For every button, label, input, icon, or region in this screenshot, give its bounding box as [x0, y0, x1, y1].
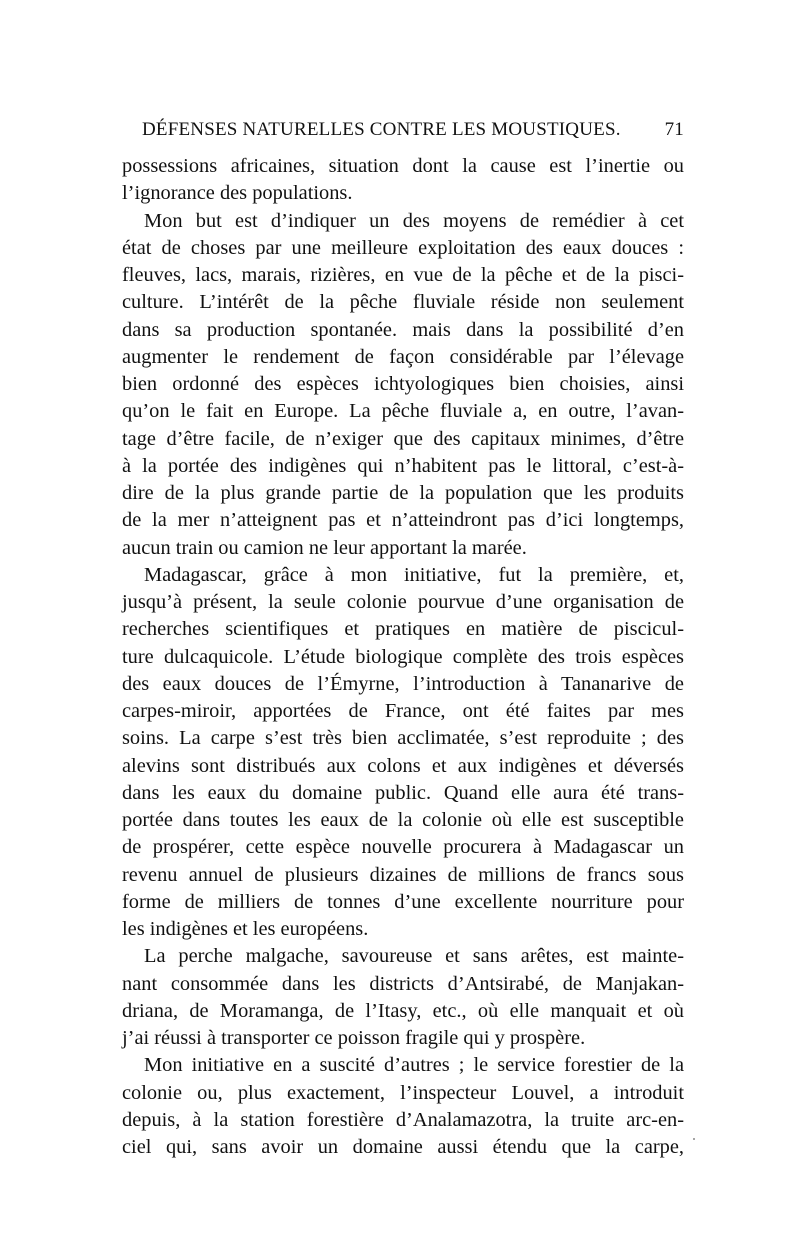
text-line: qu’on le fait en Europe. La pêche fluviale a, en outre, l’avan- — [122, 400, 684, 423]
text-line: forme de milliers de tonnes d’une excellente nourriture pour — [122, 890, 684, 913]
text-line: de prospérer, cette espèce nouvelle procurera à Madagascar un — [122, 836, 684, 859]
text-line: dire de la plus grande partie de la population que les produits — [122, 482, 684, 504]
text-line: aucun train ou camion ne leur apportant la marée. — [122, 536, 527, 559]
text-line: des eaux douces de l’Émyrne, l’introduction à Tananarive de — [122, 672, 684, 695]
text-line: colonie ou, plus exactement, l’inspecteur Louvel, a introduit — [122, 1081, 684, 1104]
text-line: alevins sont distribués aux colons et aux indigènes et déversés — [122, 754, 684, 777]
text-line: l’ignorance des populations. — [122, 182, 353, 205]
body-text — [122, 153, 684, 1161]
text-line: de la mer n’atteignent pas et n’atteindront pas d’ici longtemps, — [122, 509, 684, 532]
text-line: dans les eaux du domaine public. Quand elle aura été trans- — [122, 781, 684, 804]
running-header — [122, 119, 684, 143]
text-line: La perche malgache, savoureuse et sans arêtes, est mainte- — [144, 945, 684, 968]
text-line: Mon initiative en a suscité d’autres ; le service forestier de la — [144, 1054, 684, 1077]
text-line: possessions africaines, situation dont la cause est l’inertie ou — [122, 155, 684, 177]
text-line: les indigènes et les européens. — [122, 918, 369, 940]
text-line: driana, de Moramanga, de l’Itasy, etc., où elle manquait et où — [122, 999, 684, 1022]
text-line: tage d’être facile, de n’exiger que des capitaux minimes, d’être — [122, 427, 684, 450]
text-line: Madagascar, grâce à mon initiative, fut la première, et, — [144, 563, 684, 586]
text-line: ciel qui, sans avoir un domaine aussi étendu que la carpe, — [122, 1136, 684, 1158]
page-number: 71 — [664, 119, 684, 140]
text-line: culture. L’intérêt de la pêche fluviale réside non seulement — [122, 291, 684, 314]
text-line: portée dans toutes les eaux de la colonie où elle est susceptible — [122, 809, 684, 831]
text-line: bien ordonné des espèces ichtyologiques bien choisies, ainsi — [122, 373, 684, 395]
text-line: dans sa production spontanée. mais dans la possibilité d’en — [122, 318, 684, 341]
text-line: soins. La carpe s’est très bien acclimatée, s’est reproduite ; des — [122, 727, 684, 750]
text-line: depuis, à la station forestière d’Analamazotra, la truite arc-en- — [122, 1108, 684, 1131]
text-line: carpes-miroir, apportées de France, ont été faites par mes — [122, 700, 684, 722]
text-line: Mon but est d’indiquer un des moyens de remédier à cet — [144, 209, 684, 232]
text-line: augmenter le rendement de façon considérable par l’élevage — [122, 345, 684, 368]
text-line: nant consommée dans les districts d’Antsirabé, de Manjakan- — [122, 972, 684, 995]
running-title: DÉFENSES NATURELLES CONTRE LES MOUSTIQUES. — [142, 119, 621, 140]
text-line: recherches scientifiques et pratiques en matière de piscicul- — [122, 618, 684, 641]
text-line: état de choses par une meilleure exploitation des eaux douces : — [122, 236, 684, 259]
paper-speck — [693, 1138, 695, 1140]
text-line: j’ai réussi à transporter ce poisson fragile qui y prospère. — [122, 1027, 586, 1049]
text-line: à la portée des indigènes qui n’habitent pas le littoral, c’est-à- — [122, 454, 684, 477]
text-line: jusqu’à présent, la seule colonie pourvue d’une organisation de — [122, 591, 684, 613]
text-line: ture dulcaquicole. L’étude biologique complète des trois espèces — [122, 645, 684, 668]
text-line: revenu annuel de plusieurs dizaines de millions de francs sous — [122, 863, 684, 886]
text-line: fleuves, lacs, marais, rizières, en vue de la pêche et de la pisci- — [122, 264, 684, 286]
